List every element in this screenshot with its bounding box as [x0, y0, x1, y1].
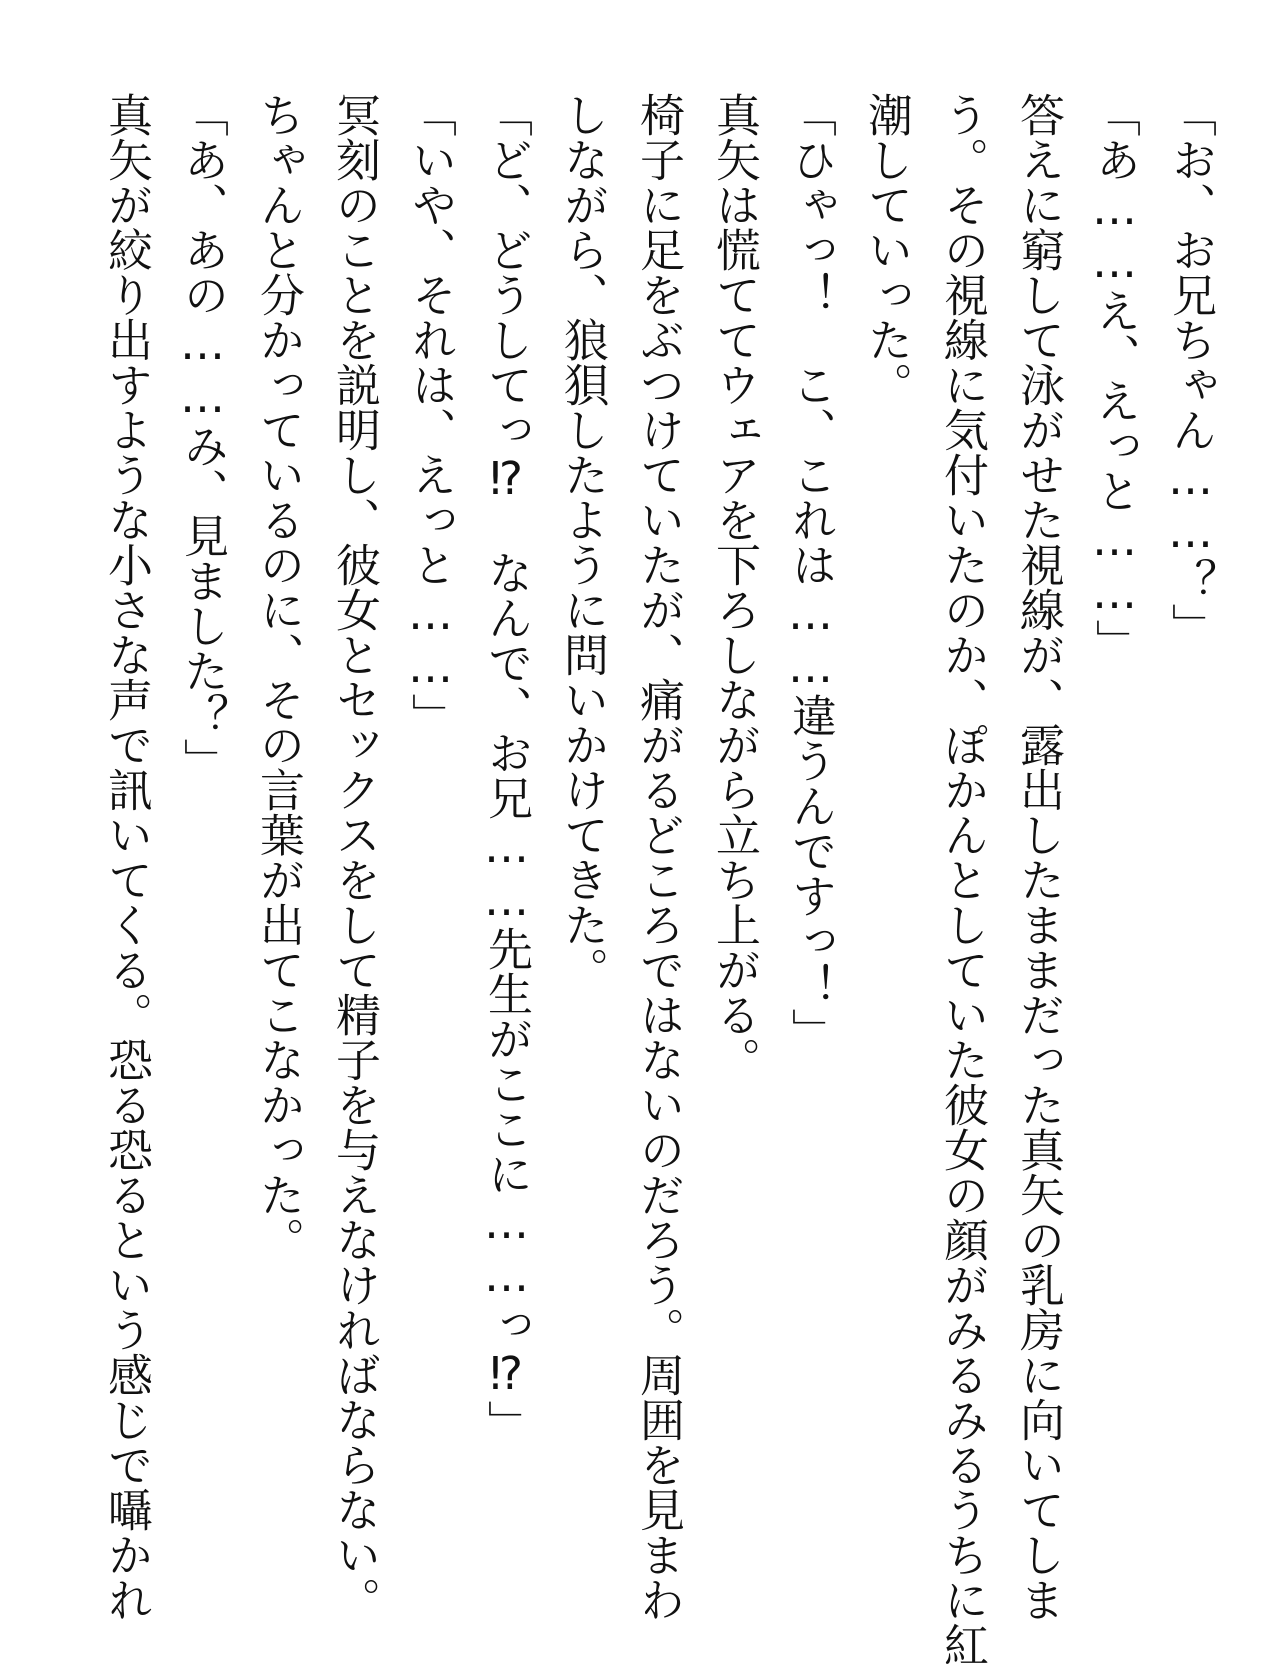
text-line: 答えに窮して泳がせた視線が、露出したままだった真矢の乳房に向いてしま	[1012, 92, 1065, 1622]
text-line: う。その視線に気付いたのか、ぽかんとしていた彼女の顔がみるみるうちに紅	[936, 92, 989, 1667]
text-line: 真矢が絞り出すような小さな声で訊いてくる。恐る恐るという感じで囁かれ	[100, 92, 153, 1622]
text-line: 冥刻のことを説明し、彼女とセックスをして精子を与えなければならない。	[328, 92, 381, 1622]
text-line: 「お、お兄ちゃん……？」	[1164, 92, 1217, 648]
text-line: 真矢は慌ててウェアを下ろしながら立ち上がる。	[708, 92, 761, 1082]
text-line: 潮していった。	[860, 92, 913, 407]
vertical-text-body	[88, 92, 1228, 1667]
text-line: 「あ、あの……み、見ました？」	[176, 92, 229, 783]
text-line: しながら、狼狽したように問いかけてきた。	[556, 92, 609, 992]
text-line: 「ど、どうしてっ⁉ なんで、お兄……先生がここに……っ⁉」	[480, 92, 533, 1445]
text-line: ちゃんと分かっているのに、その言葉が出てこなかった。	[252, 92, 305, 1262]
text-line: 「ひゃっ！ こ、これは……違うんですっ！」	[784, 92, 837, 1053]
text-line: 「あ……え、えっと……」	[1088, 92, 1141, 664]
text-line: 「いや、それは、えっと……」	[404, 92, 457, 738]
text-line: 椅子に足をぶつけていたが、痛がるどころではないのだろう。周囲を見まわ	[632, 92, 685, 1622]
